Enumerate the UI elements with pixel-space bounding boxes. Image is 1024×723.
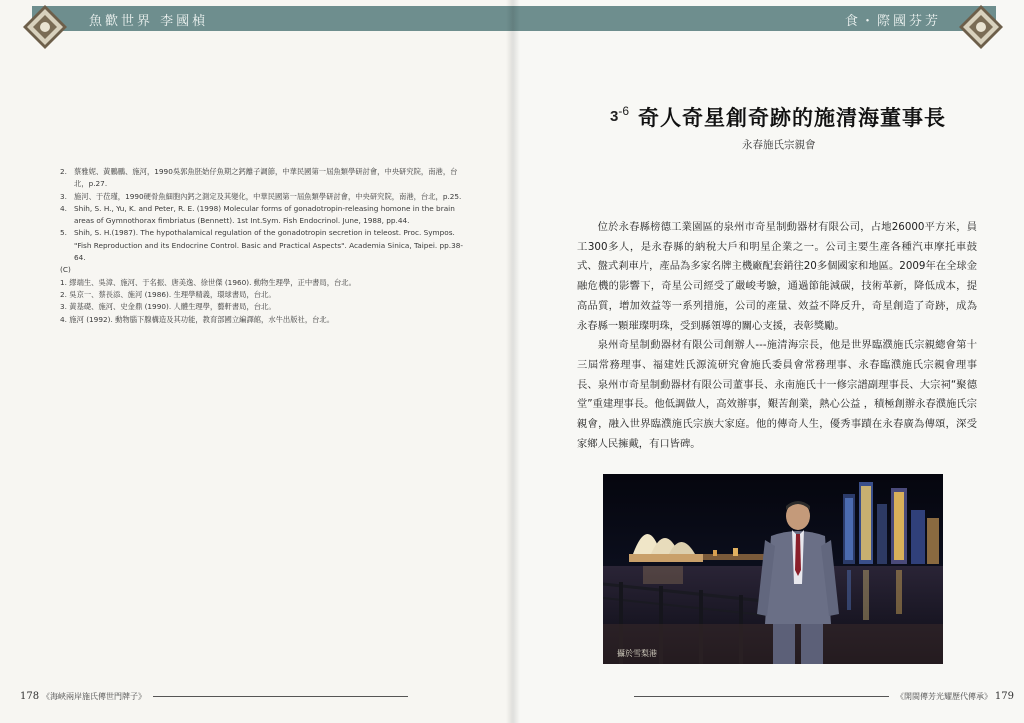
photo-night-harbor: [603, 474, 943, 664]
diamond-emblem-icon: [22, 4, 68, 50]
article-body: [577, 218, 977, 454]
article-number: $3^{-6}$: [610, 104, 630, 125]
diamond-emblem-icon: [958, 4, 1004, 50]
header-title: 魚歡世界 李國楨: [89, 14, 209, 29]
photo-caption: 攝於雪梨港: [617, 649, 657, 658]
section-c-item: 2. 吳京一、蔡長添、施河 (1986). 生理學精義，環球書局，台北。: [60, 289, 276, 299]
reference-item: 3. 施河、于莅瑾，1990硬骨魚細胞內鈣之測定及其變化，中華民國第一屆魚類學研討會，中央研究院，南港，台北，p.25.: [60, 191, 462, 201]
header-band: [32, 6, 512, 31]
article-author: 永春施氏宗親會: [742, 139, 816, 151]
section-c-label: (C): [60, 265, 71, 275]
reference-item: 2. 蔡雅妮、黃鵬鵬、施河，1990吳郭魚胚始仔魚期之鈣離子調節，中華民國第一屆魚類學研討會，中央研究院，南港，台北，p.27.: [60, 167, 458, 189]
section-c-item: 4. 施河 (1992). 動物腦下腺構造及其功能，教育部國立編譯館，水牛出版社，台北。: [60, 314, 335, 324]
section-c-item: 3. 黃基礎、施河、史金鼎 (1990). 人體生理學，藝軒書局，台北。: [60, 302, 276, 312]
footer-rule: [153, 696, 408, 697]
header-band: [512, 6, 996, 31]
section-c-item: 1. 繆端生、吳漳、施河、于名振、唐美逸、徐世傑 (1960). 動物生理學，正中書局，台北。: [60, 277, 356, 287]
paragraph: 泉州奇星制動器材有限公司創辦人---施清海宗長，他是世界臨濮施氏宗親總會第十三屆常務理事、福建姓氏源流研究會施氏委員會常務理事、永春臨濮施氏宗親會理事長、泉州市奇星制動器材有限公司董事長、永南施氏十一修宗譜副理事長、大宗祠“聚德堂”重建理事長。他低調做人，高效辦事，艱苦創業，熱心公益 ，積極創辦永春濮施氏宗親會，融入世界臨濮施氏宗族大家庭。他的傳奇人生，優秀事蹟在永春廣為傳頌，深受家鄉人民擁戴，有口皆碑。: [577, 339, 977, 450]
page-number: 178: [20, 691, 40, 702]
header-title: 食・際國芬芳: [844, 14, 941, 29]
reference-list: [60, 166, 470, 326]
reference-item: 4. Shih, S. H., Yu, K. and Peter, R. E. (1998) Molecular forms of gonadotropin-releasing homone in the brain areas of Gymnothorax fimbriatus (Bennett). 1st Int.Sym. Fish Endocrinol. June, 1988, pp.44.: [60, 203, 455, 226]
right-page: [512, 0, 1024, 723]
page-footer: [630, 691, 1014, 705]
reference-item: 5. Shih, S. H.(1987). The hypothalamical regulation of the gonadotropin secretion in teleost. Proc. Sympos. "Fish Reproduction and its Endocrine Control. Basic and Practical Aspects". Academia Sinica, Taipei. pp.38-64.: [60, 228, 464, 263]
page-number: 179: [994, 691, 1014, 702]
footer-title: 《海峽兩岸施氏傳世門牌子》: [41, 692, 146, 701]
paragraph: 位於永春縣榜德工業園區的泉州市奇星制動器材有限公司，占地26000平方米，員工300多人，是永春縣的納稅大戶和明星企業之一。公司主要生產各種汽車摩托車鼓式、盤式剎車片，產品為多家名牌主機廠配套銷往20多個國家和地區。2009年在全球金融危機的影響下，奇星公司經受了嚴峻考驗，通過節能減碳，技術革新，降低成本，提高品質，增加效益等一系列措施，公司的產量、效益不降反升，奇星創造了奇跡，成為永春縣一顆璀璨明珠，受到縣領導的關心支援，表彰獎勵。: [577, 221, 977, 332]
book-gutter: [506, 0, 520, 723]
footer-rule: [634, 696, 889, 697]
footer-title: 《開閩傳芳光耀歷代傳承》: [896, 692, 993, 701]
page-footer: [20, 691, 412, 705]
article-title: 奇人奇星創奇跡的施清海董事長: [638, 106, 946, 130]
